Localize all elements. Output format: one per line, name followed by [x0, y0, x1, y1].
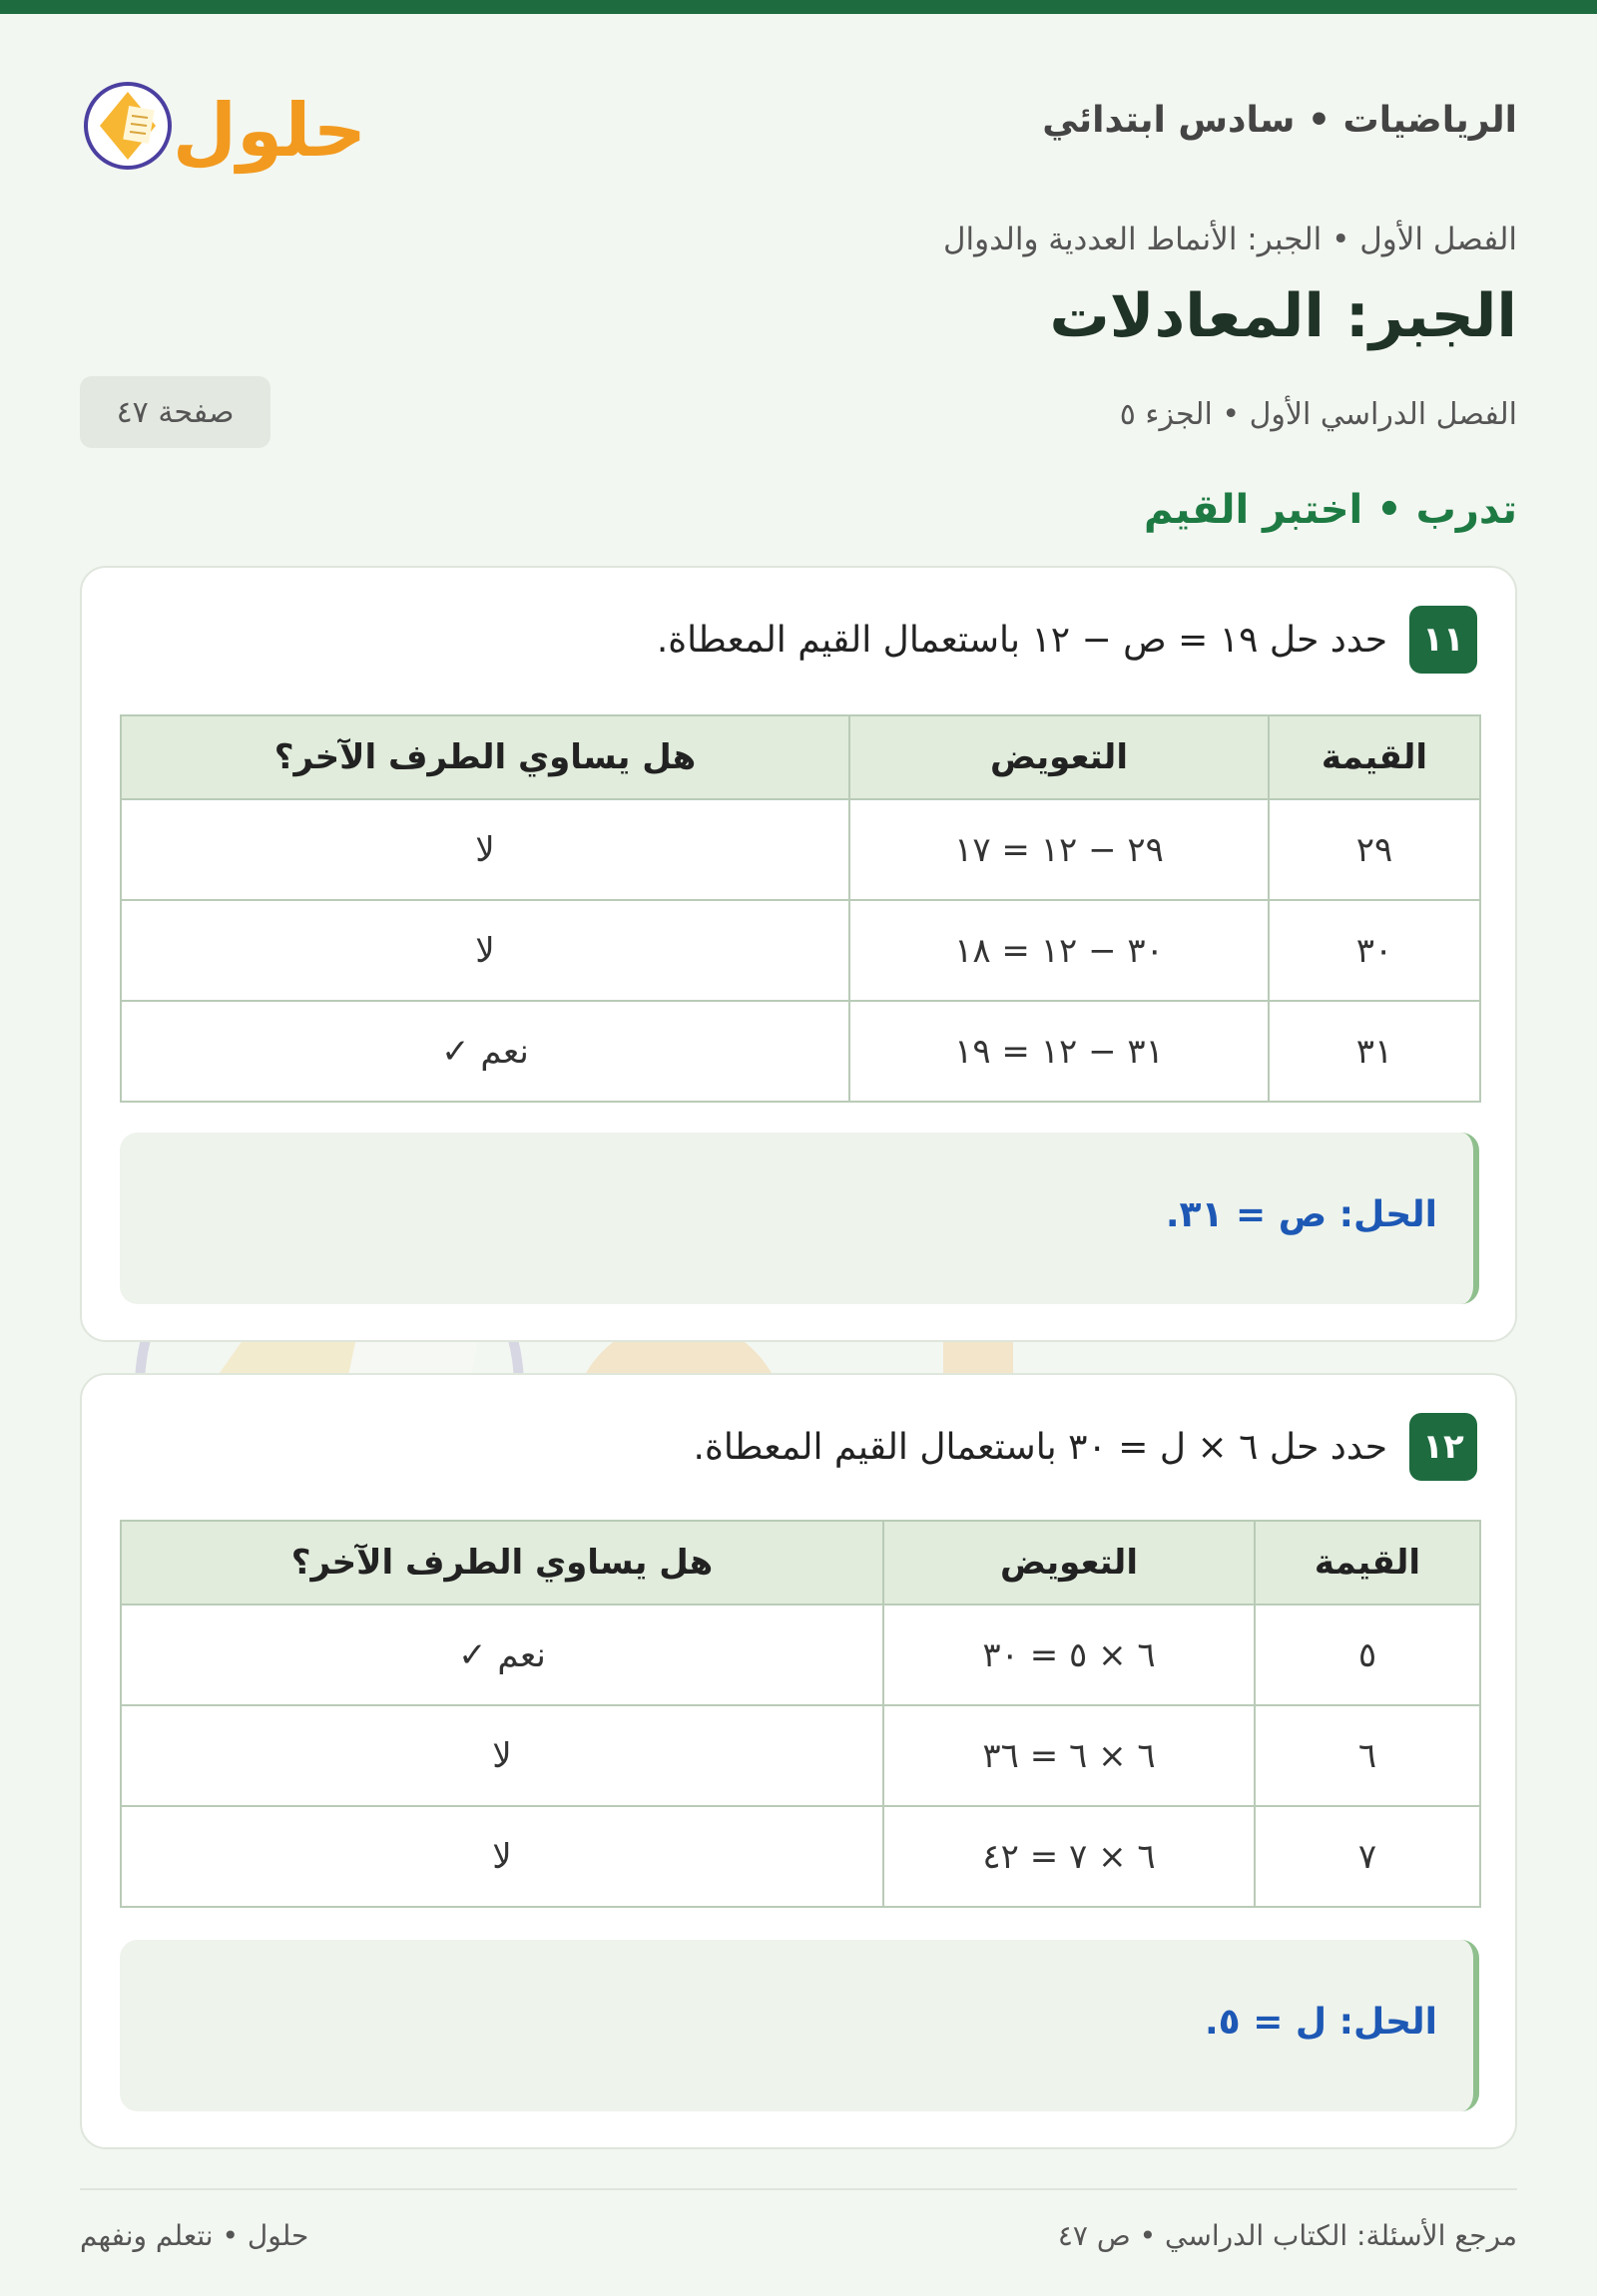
column-header-value: القيمة — [1269, 715, 1480, 799]
column-header-equal: هل يساوي الطرف الآخر؟ — [121, 715, 849, 799]
question-number-badge: ١٢ — [1409, 1413, 1477, 1481]
cell-value: ٧ — [1255, 1806, 1480, 1907]
column-header-substitution: التعويض — [849, 715, 1269, 799]
cell-substitution: ٣٠ − ١٢ = ١٨ — [849, 900, 1269, 1001]
footer-brand: حلول • نتعلم ونفهم — [80, 2219, 309, 2252]
values-table — [120, 1520, 1481, 1908]
solution-box — [120, 1133, 1479, 1304]
table-row — [121, 1605, 1480, 1705]
table-row — [121, 799, 1480, 900]
section-heading: تدرب • اختبر القيم — [1144, 487, 1517, 533]
page-title: الجبر: المعادلات — [1049, 281, 1517, 351]
cell-equal: نعم ✓ — [121, 1001, 849, 1102]
subject-label: الرياضيات • سادس ابتدائي — [1042, 100, 1517, 141]
table-row — [121, 1806, 1480, 1907]
page-header — [80, 60, 1517, 180]
cell-substitution: ٦ × ٥ = ٣٠ — [883, 1605, 1255, 1705]
cell-equal: لا — [121, 900, 849, 1001]
footer-reference: مرجع الأسئلة: الكتاب الدراسي • ص ٤٧ — [1057, 2219, 1517, 2252]
question-number-badge: ١١ — [1409, 606, 1477, 674]
footer-divider — [80, 2188, 1517, 2190]
solution-text: الحل: ص = ٣١. — [1165, 1194, 1437, 1235]
column-header-equal: هل يساوي الطرف الآخر؟ — [121, 1521, 883, 1605]
brand-logo[interactable] — [80, 64, 369, 180]
question-header — [657, 606, 1477, 674]
unit-breadcrumb: الفصل الأول • الجبر: الأنماط العددية والدوال — [943, 222, 1517, 257]
question-card-12 — [80, 1373, 1517, 2149]
table-row — [121, 1001, 1480, 1102]
cell-equal: لا — [121, 799, 849, 900]
question-card-11 — [80, 566, 1517, 1342]
table-header-row — [121, 1521, 1480, 1605]
cell-equal: لا — [121, 1705, 883, 1806]
cell-equal: لا — [121, 1806, 883, 1907]
cell-substitution: ٢٩ − ١٢ = ١٧ — [849, 799, 1269, 900]
question-header — [694, 1413, 1477, 1481]
solution-text: الحل: ل = ٥. — [1204, 2002, 1437, 2043]
cell-value: ٦ — [1255, 1705, 1480, 1806]
solution-box — [120, 1940, 1479, 2111]
column-header-substitution: التعويض — [883, 1521, 1255, 1605]
table-header-row — [121, 715, 1480, 799]
cell-substitution: ٦ × ٦ = ٣٦ — [883, 1705, 1255, 1806]
cell-value: ٥ — [1255, 1605, 1480, 1705]
top-accent-bar — [0, 0, 1597, 14]
table-row — [121, 900, 1480, 1001]
cell-value: ٣٠ — [1269, 900, 1480, 1001]
cell-value: ٢٩ — [1269, 799, 1480, 900]
question-text: حدد حل ٦ × ل = ٣٠ باستعمال القيم المعطاة. — [693, 1426, 1387, 1468]
page-number-badge: صفحة ٤٧ — [80, 376, 270, 448]
cell-equal: نعم ✓ — [121, 1605, 883, 1705]
logo-wordmark: حلول — [172, 88, 367, 174]
term-label: الفصل الدراسي الأول • الجزء ٥ — [1119, 397, 1517, 432]
cell-substitution: ٦ × ٧ = ٤٢ — [883, 1806, 1255, 1907]
values-table — [120, 714, 1481, 1103]
cell-value: ٣١ — [1269, 1001, 1480, 1102]
column-header-value: القيمة — [1255, 1521, 1480, 1605]
table-row — [121, 1705, 1480, 1806]
question-text: حدد حل ١٩ = ص − ١٢ باستعمال القيم المعطاة. — [656, 619, 1387, 661]
cell-substitution: ٣١ − ١٢ = ١٩ — [849, 1001, 1269, 1102]
